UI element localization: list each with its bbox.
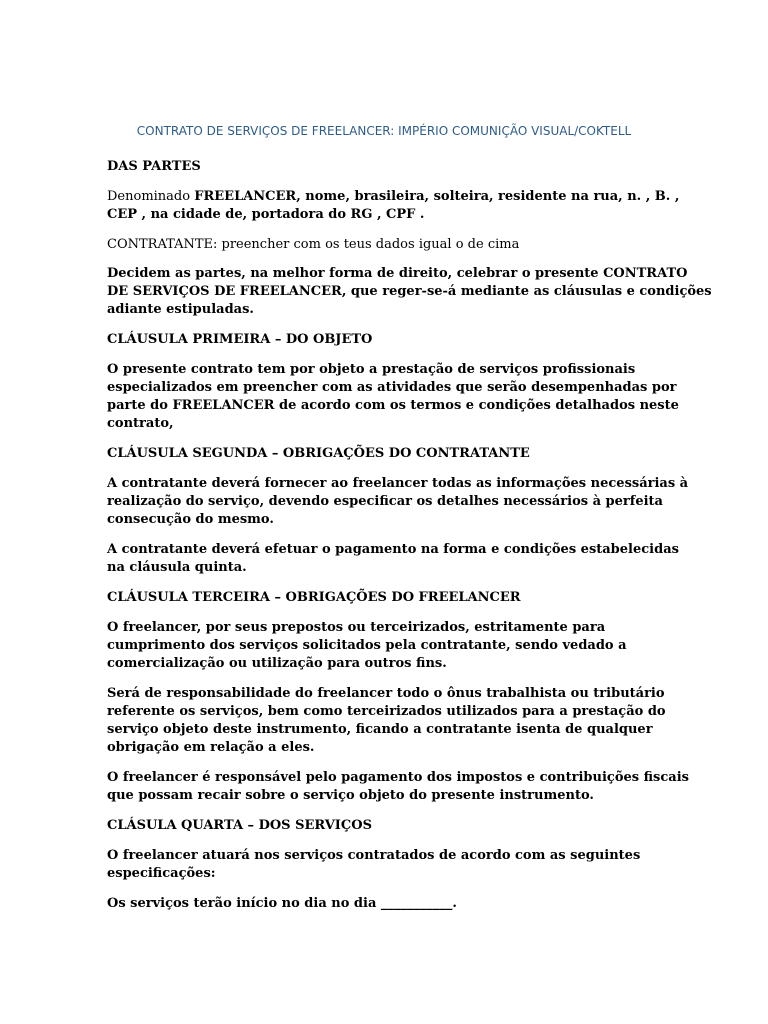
decidem-line-2: DE SERVIÇOS DE FREELANCER, que reger-se-á mediante as cláusulas e condições — [107, 284, 712, 299]
clausula3-p1-line-3: comercialização ou utilização para outros fins. — [107, 656, 447, 671]
clausula1-line-3: parte do FREELANCER de acordo com os termos e condições detalhados neste — [107, 398, 679, 413]
denominado-details: FREELANCER, nome, brasileira, solteira, residente na rua, n. , B. , — [194, 189, 680, 204]
clausula3-p3-line-2: que possam recair sobre o serviço objeto do presente instrumento. — [107, 788, 594, 803]
clausula3-p1-line-1: O freelancer, por seus prepostos ou terceirizados, estritamente para — [107, 620, 606, 635]
clausula2-p1-line-1: A contratante deverá fornecer ao freelancer todas as informações necessárias à — [107, 476, 689, 491]
clausula3-p2-line-4: obrigação em relação a eles. — [107, 740, 315, 755]
clausula2-p1-line-2: realização do serviço, devendo especificar os detalhes necessários à perfeita — [107, 494, 663, 509]
heading-clausula-terceira: CLÁUSULA TERCEIRA – OBRIGAÇÕES DO FREELANCER — [107, 590, 521, 605]
contratante-line: CONTRATANTE: preencher com os teus dados igual o de cima — [107, 237, 520, 252]
clausula2-p2-line-2: na cláusula quinta. — [107, 560, 247, 575]
denominado-line-1 — [107, 188, 680, 206]
heading-clausula-primeira: CLÁUSULA PRIMEIRA – DO OBJETO — [107, 332, 373, 347]
clausula4-p1-line-1: O freelancer atuará nos serviços contratados de acordo com as seguintes — [107, 848, 641, 863]
clausula3-p3-line-1: O freelancer é responsável pelo pagamento dos impostos e contribuições fiscais — [107, 770, 689, 785]
clausula2-p2-line-1: A contratante deverá efetuar o pagamento na forma e condições estabelecidas — [107, 542, 679, 557]
clausula3-p2-line-3: serviço objeto deste instrumento, ficando a contratante isenta de qualquer — [107, 722, 653, 737]
denominado-prefix: Denominado — [107, 189, 195, 204]
document-title: CONTRATO DE SERVIÇOS DE FREELANCER: IMPÉRIO COMUNIÇÃO VISUAL/COKTELL — [136, 124, 632, 138]
heading-das-partes: DAS PARTES — [107, 159, 201, 174]
denominado-line-2: CEP , na cidade de, portadora do RG , CPF . — [107, 207, 425, 222]
clausula3-p1-line-2: cumprimento dos serviços solicitados pela contratante, sendo vedado a — [107, 638, 627, 653]
clausula2-p1-line-3: consecução do mesmo. — [107, 512, 274, 527]
clausula1-line-4: contrato, — [107, 416, 174, 431]
heading-clausula-segunda: CLÁUSULA SEGUNDA – OBRIGAÇÕES DO CONTRATANTE — [107, 446, 530, 461]
clausula4-p1-line-2: especificações: — [107, 866, 216, 881]
clausula3-p2-line-1: Será de responsabilidade do freelancer todo o ônus trabalhista ou tributário — [107, 686, 665, 701]
decidem-line-3: adiante estipuladas. — [107, 302, 254, 317]
clausula1-line-2: especializados em preencher com as atividades que serão desempenhadas por — [107, 380, 677, 395]
clausula3-p2-line-2: referente os serviços, bem como terceirizados utilizados para a prestação do — [107, 704, 666, 719]
heading-clausula-quarta: CLÁSULA QUARTA – DOS SERVIÇOS — [107, 818, 372, 833]
clausula1-line-1: O presente contrato tem por objeto a prestação de serviços profissionais — [107, 362, 636, 377]
clausula4-p2-line: Os serviços terão início no dia no dia ___________. — [107, 896, 457, 911]
decidem-line-1: Decidem as partes, na melhor forma de direito, celebrar o presente CONTRATO — [107, 266, 688, 281]
